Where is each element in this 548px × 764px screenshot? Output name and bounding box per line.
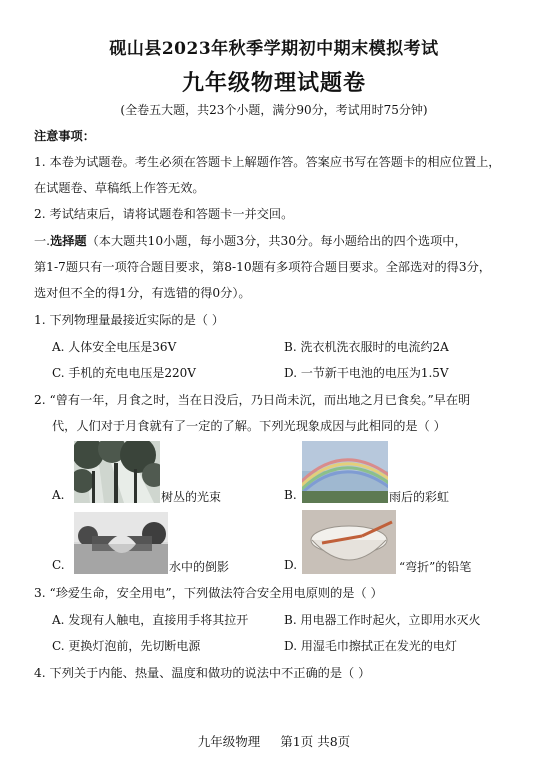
section-heading (34, 232, 467, 249)
page-footer (0, 732, 548, 750)
bent-pencil-image (302, 510, 396, 574)
question-2-option-b-label: B. (284, 488, 297, 502)
question-1-option-d: D. 一节新干电池的电压为1.5V (284, 366, 449, 380)
question-3-option-b: B. 用电器工作时起火，立即用水灭火 (284, 613, 481, 627)
question-2-option-c-label: C. (52, 558, 65, 572)
note-1-line-2: 在试题卷、草稿纸上作答无效。 (34, 181, 205, 195)
question-1-option-a: A. 人体安全电压是36V (52, 340, 177, 354)
section-number: 一. (34, 234, 51, 248)
paper-title: 九年级物理试题卷 (181, 70, 366, 96)
footer-page-number: 第1页 共8页 (280, 734, 351, 749)
question-2-option-d-label: D. (284, 558, 298, 572)
question-2-option-a-label: A. (52, 488, 65, 502)
question-1-option-c: C. 手机的充电电压是220V (52, 366, 196, 380)
question-3-option-c: C. 更换灯泡前，先切断电源 (52, 639, 201, 653)
bridge-reflection-image (74, 512, 168, 574)
question-2-stem-line-2: 代，人们对于月食就有了一定的了解。下列光现象成因与此相同的是（ ） (52, 419, 446, 433)
question-3-option-a: A. 发现有人触电，直接用手将其拉开 (52, 613, 249, 627)
section-desc-line-2: 第1-7题只有一项符合题目要求，第8-10题有多项符合题目要求。全部选对的得3分， (34, 260, 491, 274)
question-2-option-b-text: 雨后的彩虹 (389, 490, 450, 504)
section-desc: （本大题共10小题，每小题3分，共30分。每小题给出的四个选项中， (86, 234, 467, 248)
section-desc-line-3: 选对但不全的得1分，有选错的得0分）。 (34, 286, 251, 300)
notes-heading: 注意事项： (34, 129, 95, 143)
note-2: 2. 考试结束后，请将试题卷和答题卡一并交回。 (34, 207, 294, 221)
section-name: 选择题 (50, 234, 87, 248)
note-1-line-1: 1. 本卷为试题卷。考生必须在答题卡上解题作答。答案应书写在答题卡的相应位置上， (34, 155, 501, 169)
question-1-stem: 1. 下列物理量最接近实际的是（ ） (34, 313, 225, 327)
question-3-option-d: D. 用湿毛巾擦拭正在发光的电灯 (284, 639, 457, 653)
question-2-stem-line-1: 2. “曾有一年，月食之时，当在日没后，乃日尚未沉，而出地之月已食矣。”早在明 (34, 393, 471, 407)
footer-subject: 九年级物理 (197, 734, 261, 749)
exam-title: 砚山县2023年秋季学期初中期末模拟考试 (109, 39, 439, 59)
tree-light-beam-image (74, 441, 160, 503)
question-4-stem: 4. 下列关于内能、热量、温度和做功的说法中不正确的是（ ） (34, 666, 371, 680)
question-1-option-b: B. 洗衣机洗衣服时的电流约2A (284, 340, 449, 354)
question-2-option-c-text: 水中的倒影 (169, 560, 230, 574)
rainbow-image (302, 441, 388, 503)
exam-info: (全卷五大题，共23个小题，满分90分，考试用时75分钟) (120, 103, 428, 117)
question-2-option-d-text: “弯折”的铅笔 (399, 560, 472, 574)
question-3-stem: 3. “珍爱生命，安全用电”，下列做法符合安全用电原则的是（ ） (34, 586, 383, 600)
question-2-option-a-text: 树丛的光束 (161, 490, 222, 504)
